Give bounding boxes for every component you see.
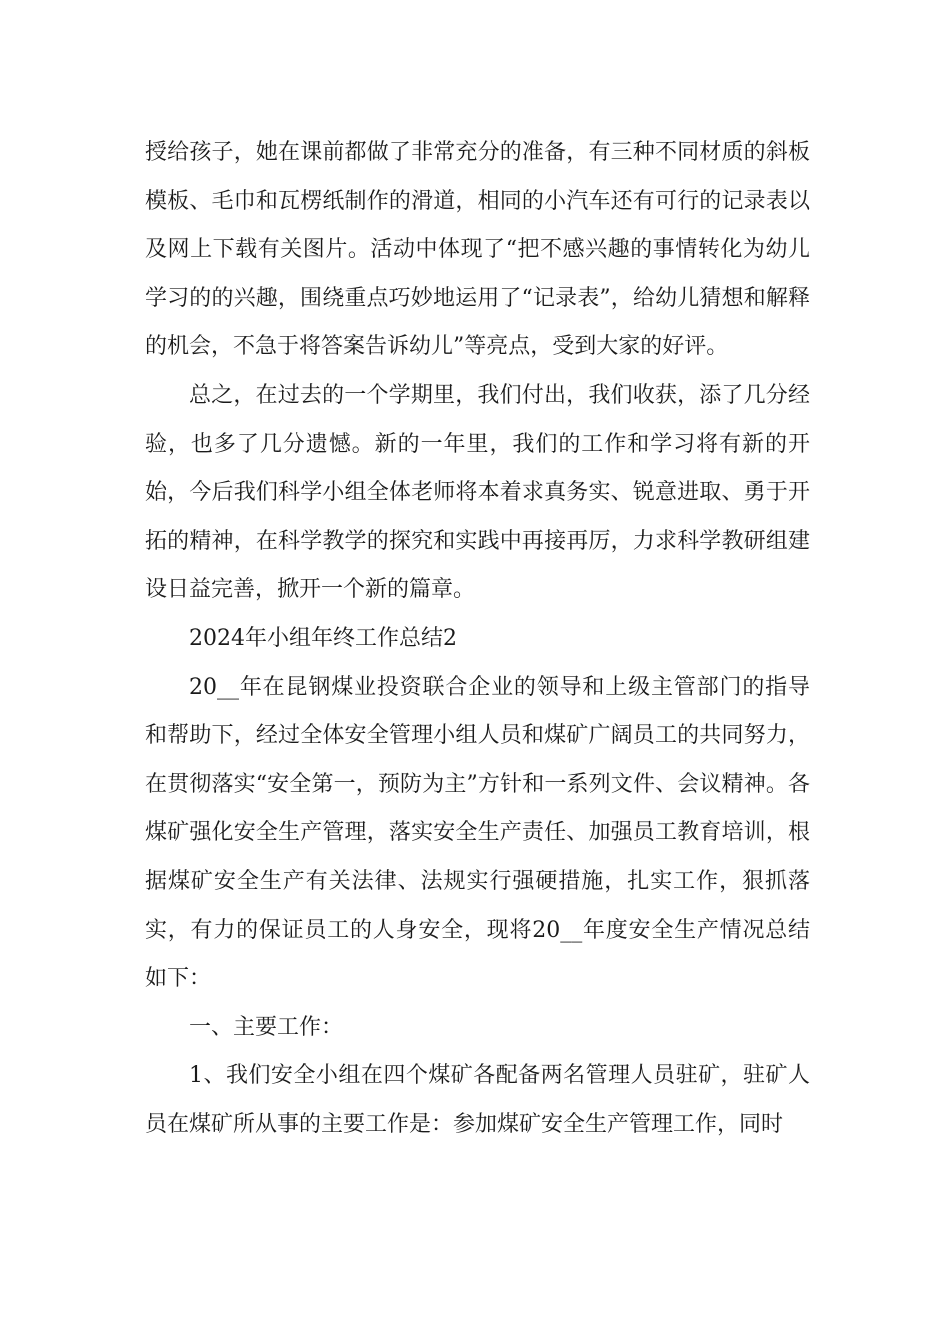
paragraph-item-1: 1、我们安全小组在四个煤矿各配备两名管理人员驻矿，驻矿人员在煤矿所从事的主要工作是：参加煤矿安全生产管理工作，同时 <box>145 1063 810 1137</box>
section-heading: 2024年小组年终工作总结2 <box>189 625 457 651</box>
paragraph-intro: 20__年在昆钢煤业投资联合企业的领导和上级主管部门的指导和帮助下，经过全体安全管理小组人员和煤矿广阔员工的共同努力，在贯彻落实“安全第一，预防为主”方针和一系列文件、会议精神。各煤矿强化安全生产管理，落实安全生产责任、加强员工教育培训，根据煤矿安全生产有关法律、法规实行强硬措施，扎实工作，狠抓落实，有力的保证员工的人身安全，现将20__年度安全生产情况总结如下： <box>145 674 810 992</box>
document-page <box>145 129 810 1149</box>
paragraph-summary: 总之，在过去的一个学期里，我们付出，我们收获，添了几分经验，也多了几分遗憾。新的一年里，我们的工作和学习将有新的开始，今后我们科学小组全体老师将本着求真务实、锐意进取、勇于开拓的精神，在科学教学的探究和实践中再接再厉，力求科学教研组建设日益完善，掀开一个新的篇章。 <box>145 382 810 603</box>
subsection-heading: 一、主要工作： <box>189 1014 344 1040</box>
paragraph-activity-review: 授给孩子，她在课前都做了非常充分的准备，有三种不同材质的斜板模板、毛巾和瓦楞纸制作的滑道，相同的小汽车还有可行的记录表以及网上下载有关图片。活动中体现了“把不感兴趣的事情转化为幼儿学习的的兴趣，围绕重点巧妙地运用了“记录表”，给幼儿猜想和解释的机会，不急于将答案告诉幼儿”等亮点，受到大家的好评。 <box>145 140 810 360</box>
